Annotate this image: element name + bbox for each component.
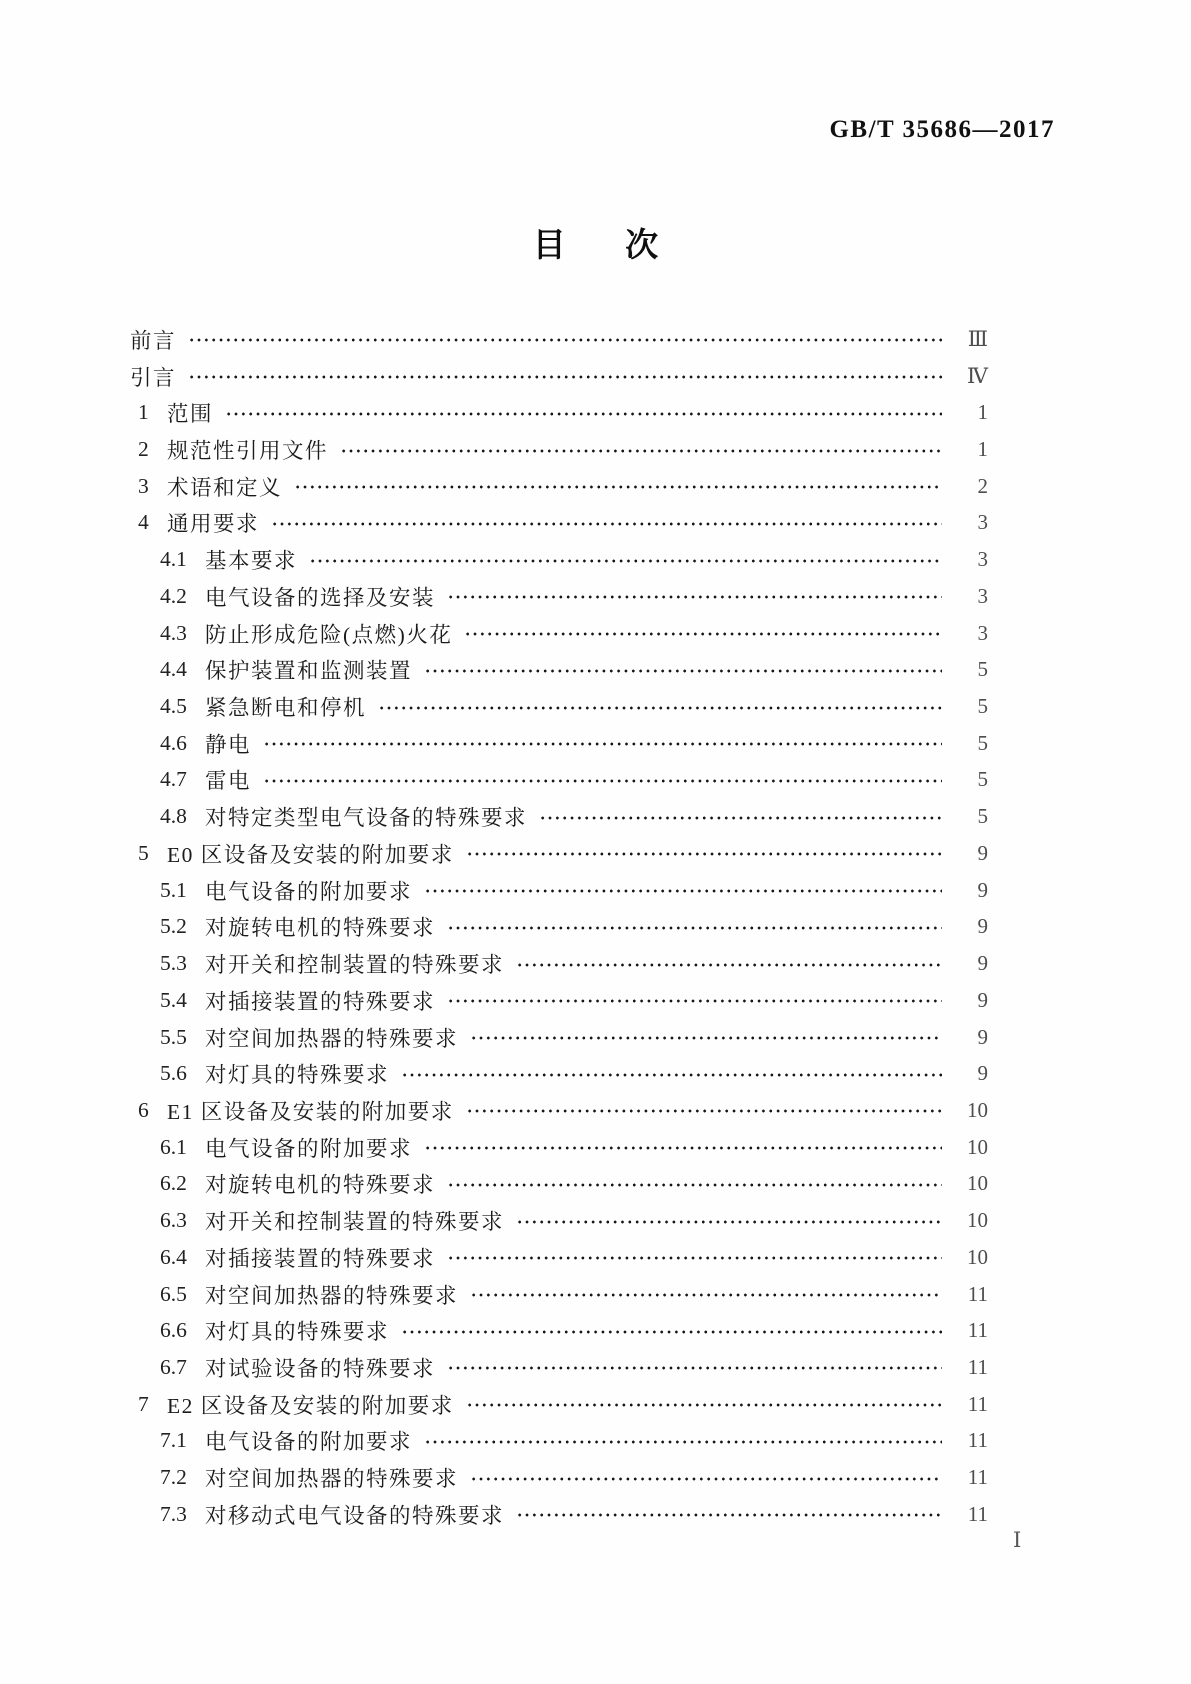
toc-entry-number: 5.2 [160, 914, 187, 939]
toc-entry [130, 1239, 988, 1276]
toc-entry-label: 规范性引用文件 [167, 439, 329, 464]
toc-entry [130, 651, 988, 688]
toc-entry-number: 7.3 [160, 1501, 187, 1526]
standard-number: GB/T 35686—2017 [829, 116, 1055, 143]
toc-entry-label: 对移动式电气设备的特殊要求 [205, 1503, 505, 1528]
toc-entry-label: 范围 [167, 402, 214, 427]
toc-entry-label: 电气设备的附加要求 [205, 879, 413, 904]
toc-entry [130, 1129, 988, 1166]
toc-entry-number: 4.8 [160, 804, 187, 829]
dot-leader [447, 923, 942, 933]
toc-entry-page: 11 [967, 1281, 988, 1306]
toc-entry-label: 对试验设备的特殊要求 [205, 1356, 436, 1381]
toc-entry-label: 紧急断电和停机 [205, 696, 367, 721]
toc-entry [130, 688, 988, 725]
dot-leader [470, 1033, 942, 1043]
dot-leader [447, 1253, 942, 1263]
toc-entry-label: 对灯具的特殊要求 [205, 1063, 390, 1088]
toc-entry-number: 6.6 [160, 1318, 187, 1343]
toc-entry-label: 引言 [130, 365, 177, 390]
toc-entry-page: 5 [977, 767, 988, 792]
toc-entry-number: 2 [138, 437, 149, 462]
dot-leader [516, 1217, 942, 1227]
toc-entry [130, 982, 988, 1019]
toc-entry [130, 1459, 988, 1496]
toc-entry-page: 9 [977, 840, 988, 865]
toc-entry [130, 431, 988, 468]
dot-leader [424, 1143, 942, 1153]
toc-entry-page: 3 [977, 510, 988, 535]
dot-leader [271, 519, 942, 529]
toc-entry-label: E0 区设备及安装的附加要求 [167, 842, 454, 867]
toc-entry-label: 基本要求 [205, 549, 298, 574]
dot-leader [401, 1327, 942, 1337]
toc-entry-page: 11 [967, 1465, 988, 1490]
toc-entry-label: 电气设备的附加要求 [205, 1430, 413, 1455]
toc-entry [130, 1496, 988, 1533]
toc-entry [130, 321, 988, 358]
toc-entry-page: 5 [977, 657, 988, 682]
toc-entry-page: 1 [977, 437, 988, 462]
toc-entry-label: 对插接装置的特殊要求 [205, 989, 436, 1014]
toc-entry [130, 505, 988, 542]
toc-entry-page: 1 [977, 400, 988, 425]
toc-entry-label: 静电 [205, 732, 252, 757]
dot-leader [516, 1510, 942, 1520]
toc-entry-label: 前言 [130, 328, 177, 353]
dot-leader [516, 960, 942, 970]
toc-entry-label: 对空间加热器的特殊要求 [205, 1467, 459, 1492]
toc-entry-number: 4.2 [160, 583, 187, 608]
toc-entry-page: 3 [977, 620, 988, 645]
dot-leader [424, 1437, 942, 1447]
toc-entry-page: 11 [967, 1354, 988, 1379]
toc-entry-label: 保护装置和监测装置 [205, 659, 413, 684]
toc-entry-page: 5 [977, 804, 988, 829]
toc-entry-number: 5 [138, 840, 149, 865]
toc-entry-number: 4.1 [160, 547, 187, 572]
dot-leader [188, 335, 942, 345]
toc-entry [130, 1349, 988, 1386]
toc-entry-number: 6.3 [160, 1208, 187, 1233]
toc-entry [130, 798, 988, 835]
toc-entry-page: 11 [967, 1391, 988, 1416]
toc-entry [130, 762, 988, 799]
dot-leader [309, 556, 942, 566]
dot-leader [188, 372, 942, 382]
page-number-roman: Ⅰ [1013, 1528, 1022, 1552]
toc-entry-label: 电气设备的附加要求 [205, 1136, 413, 1161]
toc-entry-number: 5.6 [160, 1061, 187, 1086]
dot-leader [470, 1474, 942, 1484]
dot-leader [466, 1106, 942, 1116]
toc-entry-label: 对旋转电机的特殊要求 [205, 1173, 436, 1198]
toc-entry-number: 5.1 [160, 877, 187, 902]
toc-entry-page: 3 [977, 583, 988, 608]
toc-entry-label: 对空间加热器的特殊要求 [205, 1283, 459, 1308]
toc-entry [130, 468, 988, 505]
dot-leader [447, 1363, 942, 1373]
toc-entry-number: 7.2 [160, 1465, 187, 1490]
dot-leader [539, 813, 942, 823]
toc-entry-page: 3 [977, 547, 988, 572]
toc-entry-number: 4.3 [160, 620, 187, 645]
toc-entry-number: 5.3 [160, 951, 187, 976]
toc-title: 目次 [532, 228, 718, 264]
toc-entry-label: 对灯具的特殊要求 [205, 1320, 390, 1345]
toc-entry-page: 9 [977, 1024, 988, 1049]
toc-entry-label: 雷电 [205, 769, 252, 794]
toc-entry-page: Ⅳ [967, 363, 988, 388]
toc-entry-number: 6.5 [160, 1281, 187, 1306]
toc-list [130, 321, 988, 1533]
dot-leader [464, 629, 942, 639]
toc-entry-label: 通用要求 [167, 512, 260, 537]
dot-leader [424, 886, 942, 896]
dot-leader [378, 703, 942, 713]
toc-entry-label: 对开关和控制装置的特殊要求 [205, 1210, 505, 1235]
toc-entry-label: 电气设备的选择及安装 [205, 585, 436, 610]
dot-leader [424, 666, 942, 676]
toc-entry-number: 7.1 [160, 1428, 187, 1453]
toc-entry [130, 541, 988, 578]
toc-entry-number: 1 [138, 400, 149, 425]
dot-leader [447, 996, 942, 1006]
toc-entry [130, 358, 988, 395]
toc-entry-number: 4.5 [160, 694, 187, 719]
dot-leader [294, 482, 942, 492]
toc-entry-page: 10 [967, 1208, 988, 1233]
toc-entry-number: 7 [138, 1391, 149, 1416]
toc-entry-label: 对空间加热器的特殊要求 [205, 1026, 459, 1051]
toc-entry-page: 10 [967, 1171, 988, 1196]
dot-leader [263, 739, 942, 749]
toc-entry [130, 1386, 988, 1423]
toc-entry [130, 725, 988, 762]
toc-entry-number: 4 [138, 510, 149, 535]
toc-entry [130, 1055, 988, 1092]
toc-entry-number: 4.6 [160, 730, 187, 755]
toc-entry [130, 835, 988, 872]
toc-entry-label: 术语和定义 [167, 475, 283, 500]
toc-entry-label: E2 区设备及安装的附加要求 [167, 1393, 454, 1418]
toc-entry-number: 6.1 [160, 1134, 187, 1159]
toc-entry-label: 防止形成危险(点燃)火花 [205, 622, 453, 647]
toc-entry-page: 11 [967, 1501, 988, 1526]
toc-entry-number: 4.4 [160, 657, 187, 682]
toc-entry-page: 9 [977, 1061, 988, 1086]
toc-entry-page: 2 [977, 473, 988, 498]
toc-entry-label: E1 区设备及安装的附加要求 [167, 1099, 454, 1124]
toc-entry [130, 1423, 988, 1460]
dot-leader [447, 592, 942, 602]
dot-leader [225, 409, 942, 419]
toc-entry-number: 6.4 [160, 1244, 187, 1269]
toc-entry-number: 4.7 [160, 767, 187, 792]
toc-entry [130, 872, 988, 909]
toc-entry-number: 5.4 [160, 987, 187, 1012]
toc-entry-page: 10 [967, 1244, 988, 1269]
toc-entry [130, 578, 988, 615]
toc-entry [130, 945, 988, 982]
dot-leader [263, 776, 942, 786]
toc-entry-page: 9 [977, 951, 988, 976]
dot-leader [470, 1290, 942, 1300]
toc-entry [130, 1312, 988, 1349]
toc-entry-page: 10 [967, 1097, 988, 1122]
dot-leader [466, 849, 942, 859]
toc-entry-label: 对插接装置的特殊要求 [205, 1246, 436, 1271]
toc-entry-label: 对特定类型电气设备的特殊要求 [205, 806, 528, 831]
toc-entry-label: 对开关和控制装置的特殊要求 [205, 953, 505, 978]
toc-entry-label: 对旋转电机的特殊要求 [205, 916, 436, 941]
dot-leader [447, 1180, 942, 1190]
toc-entry [130, 1092, 988, 1129]
toc-entry-page: 5 [977, 694, 988, 719]
toc-entry-number: 5.5 [160, 1024, 187, 1049]
toc-entry-number: 3 [138, 473, 149, 498]
toc-entry-page: 10 [967, 1134, 988, 1159]
toc-entry [130, 615, 988, 652]
toc-entry-page: 9 [977, 877, 988, 902]
toc-entry-number: 6.2 [160, 1171, 187, 1196]
toc-entry [130, 1166, 988, 1203]
toc-entry-number: 6 [138, 1097, 149, 1122]
toc-entry-page: 11 [967, 1428, 988, 1453]
toc-entry-page: 9 [977, 987, 988, 1012]
toc-entry-page: Ⅲ [967, 326, 988, 351]
toc-entry-page: 5 [977, 730, 988, 755]
toc-entry-page: 9 [977, 914, 988, 939]
toc-entry-page: 11 [967, 1318, 988, 1343]
toc-entry-number: 6.7 [160, 1354, 187, 1379]
toc-entry [130, 1019, 988, 1056]
toc-entry [130, 1276, 988, 1313]
dot-leader [466, 1400, 942, 1410]
toc-entry [130, 909, 988, 946]
dot-leader [340, 446, 942, 456]
toc-entry [130, 1202, 988, 1239]
dot-leader [401, 1070, 942, 1080]
toc-entry [130, 394, 988, 431]
